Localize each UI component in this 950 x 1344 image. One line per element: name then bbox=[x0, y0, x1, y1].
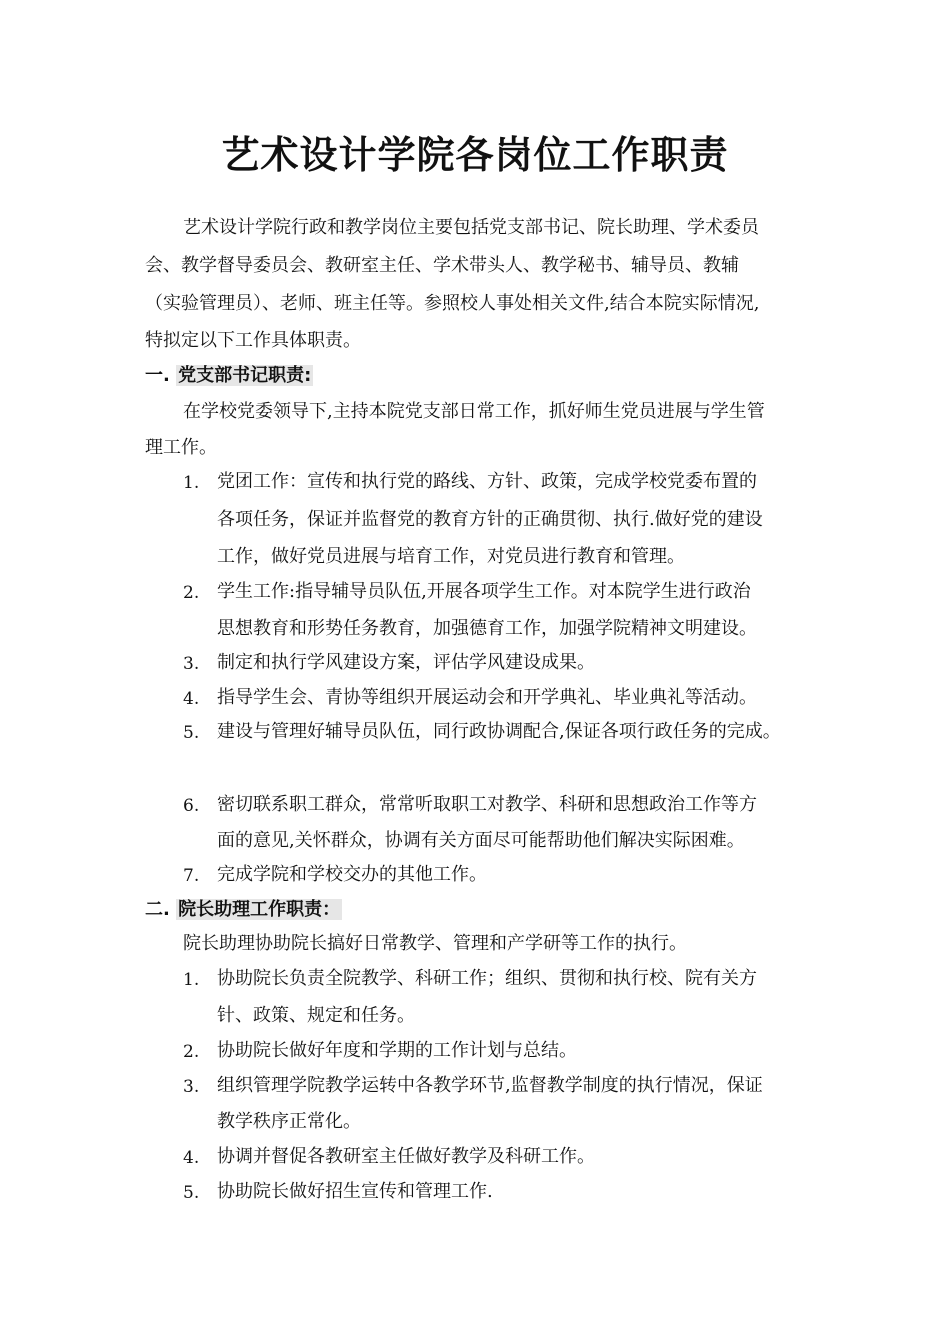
list-item-text: 完成学院和学校交办的其他工作。 bbox=[217, 864, 487, 885]
list-item-text: 协助院长做好招生宣传和管理工作. bbox=[217, 1181, 493, 1202]
intro-line: 艺术设计学院行政和教学岗位主要包括党支部书记、院长助理、学术委员 bbox=[183, 217, 759, 238]
list-item-text: 建设与管理好辅导员队伍，同行政协调配合,保证各项行政任务的完成。 bbox=[217, 721, 781, 742]
list-item-text: 组织管理学院教学运转中各教学环节,监督教学制度的执行情况，保证 bbox=[217, 1075, 763, 1096]
section-number: 一. bbox=[145, 365, 170, 386]
section-number: 二. bbox=[145, 899, 170, 920]
list-item-number: 3. bbox=[183, 1077, 200, 1097]
page-title: 艺术设计学院各岗位工作职责 bbox=[221, 133, 729, 177]
list-item-number: 1. bbox=[183, 473, 200, 493]
list-item-number: 1. bbox=[183, 970, 200, 990]
section-heading bbox=[145, 898, 342, 922]
list-item-text: 思想教育和形势任务教育，加强德育工作，加强学院精神文明建设。 bbox=[217, 618, 757, 639]
list-item-text: 协助院长负责全院教学、科研工作；组织、贯彻和执行校、院有关方 bbox=[217, 968, 757, 989]
list-item-text: 协助院长做好年度和学期的工作计划与总结。 bbox=[217, 1040, 577, 1061]
list-item-text: 指导学生会、青协等组织开展运动会和开学典礼、毕业典礼等活动。 bbox=[217, 687, 757, 708]
list-item-text: 教学秩序正常化。 bbox=[217, 1111, 361, 1132]
intro-line: 特拟定以下工作具体职责。 bbox=[145, 330, 361, 351]
list-item-text: 协调并督促各教研室主任做好教学及科研工作。 bbox=[217, 1146, 595, 1167]
list-item-text: 密切联系职工群众，常常听取职工对教学、科研和思想政治工作等方 bbox=[217, 794, 757, 815]
section-intro-line: 在学校党委领导下,主持本院党支部日常工作，抓好师生党员进展与学生管 bbox=[183, 401, 765, 422]
list-item-text: 党团工作：宣传和执行党的路线、方针、政策，完成学校党委布置的 bbox=[217, 471, 757, 492]
list-item-number: 2. bbox=[183, 583, 200, 603]
list-item-number: 4. bbox=[183, 689, 200, 709]
list-item-number: 2. bbox=[183, 1042, 200, 1062]
list-item-number: 5. bbox=[183, 723, 200, 743]
list-item-text: 工作，做好党员进展与培育工作，对党员进行教育和管理。 bbox=[217, 546, 685, 567]
list-item-number: 3. bbox=[183, 654, 200, 674]
intro-line: 会、教学督导委员会、教研室主任、学术带头人、教学秘书、辅导员、教辅 bbox=[145, 255, 739, 276]
list-item-text: 制定和执行学风建设方案，评估学风建设成果。 bbox=[217, 652, 595, 673]
section-title: 党支部书记职责: bbox=[178, 365, 312, 386]
list-item-number: 7. bbox=[183, 866, 200, 886]
section-intro-line: 理工作。 bbox=[145, 437, 217, 458]
section-heading bbox=[145, 364, 313, 388]
list-item-number: 6. bbox=[183, 796, 200, 816]
list-item-number: 5. bbox=[183, 1183, 200, 1203]
list-item-text: 各项任务，保证并监督党的教育方针的正确贯彻、执行.做好党的建设 bbox=[217, 509, 763, 530]
section-intro-line: 院长助理协助院长搞好日常教学、管理和产学研等工作的执行。 bbox=[183, 933, 687, 954]
list-item-text: 针、政策、规定和任务。 bbox=[217, 1005, 415, 1026]
intro-line: （实验管理员）、老师、班主任等。参照校人事处相关文件,结合本院实际情况, bbox=[145, 293, 760, 314]
list-item-text: 面的意见,关怀群众，协调有关方面尽可能帮助他们解决实际困难。 bbox=[217, 830, 745, 851]
list-item-text: 学生工作:指导辅导员队伍,开展各项学生工作。对本院学生进行政治 bbox=[217, 581, 751, 602]
section-title: 院长助理工作职责： bbox=[178, 899, 341, 920]
list-item-number: 4. bbox=[183, 1148, 200, 1168]
